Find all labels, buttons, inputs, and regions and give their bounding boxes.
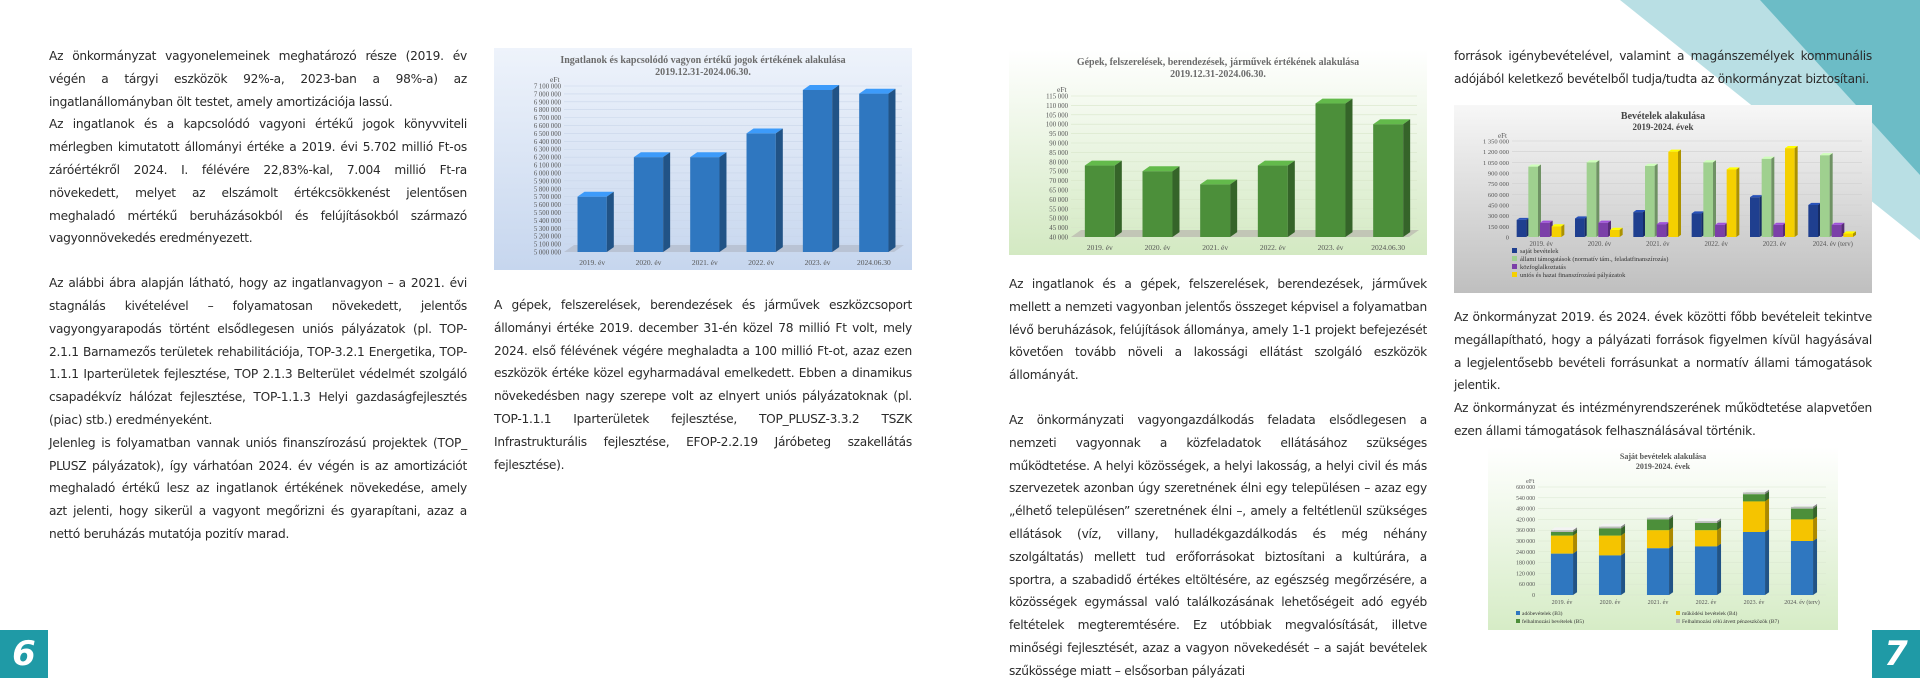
- paragraph: források igénybevételével, valamint a magánszemélyek kommunális adójából keletkező bevételből tudja/tudta az önkormányzat biztosítani.: [1454, 49, 1872, 86]
- y-tick-label: 60 000: [1049, 196, 1068, 204]
- legend-swatch: [1512, 264, 1517, 269]
- y-tick-label: 360 000: [1516, 528, 1535, 535]
- bar: [1633, 210, 1646, 237]
- y-tick-label: 6 400 000: [533, 138, 561, 146]
- y-tick-label: 540 000: [1516, 495, 1535, 502]
- legend-label: működési bevételek (B4): [1682, 611, 1738, 617]
- bar: [1695, 527, 1721, 546]
- y-tick-label: 480 000: [1516, 506, 1535, 513]
- y-tick-label: 60 000: [1519, 582, 1535, 589]
- bar: [1657, 222, 1670, 237]
- paragraph: Az ingatlanok és a kapcsolódó vagyoni értékű jogok könyvviteli mérlegben kimutatott állományi értéke a 2019. évi 5.702 millió Ft-os záróértékről 2024. I. félévére 22,83%-kal, 7.004 millió Ft-ra növekedett, melyet az elszámolt értékcsökkenést jelentősen meghaladó mértékű beruházásokból és felújításokból származó vagyonnövekedés eredményezett.: [49, 117, 467, 246]
- y-tick-label: 6 900 000: [533, 99, 561, 107]
- bar: [1791, 538, 1817, 595]
- text-column-1: [49, 45, 467, 546]
- y-tick-label: 6 600 000: [533, 123, 561, 131]
- paragraph: Az ingatlanok és a gépek, felszerelések, berendezések, járművek mellett a nemzeti vagyonban jelentős összeget képvisel a folyamatban lévő beruházások, felújítások állománya, amely 1-1 projekt befejezését követően tovább növeli a lakossági ellátást szolgáló eszközök állományát.: [1009, 277, 1427, 383]
- bar: [1085, 161, 1122, 237]
- y-axis-label: eFt: [1526, 478, 1535, 485]
- y-tick-label: 300 000: [1487, 213, 1509, 221]
- y-tick-label: 5 100 000: [533, 241, 561, 249]
- y-tick-label: 6 700 000: [533, 115, 561, 123]
- x-tick-label: 2019. év: [1529, 241, 1553, 248]
- x-tick-label: 2020. év: [1144, 243, 1171, 252]
- x-tick-label: 2020. év: [635, 258, 662, 267]
- bar: [1820, 153, 1833, 237]
- bar: [1743, 490, 1769, 495]
- y-tick-label: 180 000: [1516, 560, 1535, 567]
- x-tick-label: 2023. év: [804, 258, 831, 267]
- bar: [1575, 216, 1588, 237]
- y-tick-label: 150 000: [1487, 223, 1509, 231]
- y-tick-label: 45 000: [1049, 225, 1068, 233]
- y-tick-label: 6 800 000: [533, 107, 561, 115]
- chart-subtitle: 2019-2024. évek: [1635, 462, 1691, 471]
- bar: [1647, 527, 1673, 548]
- bar: [1316, 99, 1353, 237]
- bar: [1143, 166, 1180, 237]
- x-tick-label: 2021. év: [1202, 243, 1229, 252]
- bar: [1647, 515, 1673, 520]
- text-column-2: [494, 294, 912, 476]
- x-tick-label: 2020. év: [1599, 600, 1621, 606]
- chart-title: Bevételek alakulása: [1620, 111, 1706, 122]
- chart-title: Ingatlanok és kapcsolódó vagyon értékű jogok értékének alakulása: [560, 55, 846, 66]
- paragraph: Az önkormányzat 2019. és 2024. évek közötti főbb bevételeit tekintve megállapítható, hogy a pályázati források figyelmen kívül hagyásával a legjelentősebb bevételi forrásunkat a normatív állami támogatások jelentik.: [1454, 310, 1872, 393]
- x-tick-label: 2022. év: [1704, 241, 1728, 248]
- y-tick-label: 900 000: [1487, 170, 1509, 178]
- bar: [1599, 533, 1625, 556]
- bar: [1599, 524, 1625, 529]
- chart-own-revenues: [1488, 447, 1838, 630]
- bar: [1258, 161, 1295, 237]
- x-tick-label: 2024.06.30: [856, 258, 891, 267]
- y-tick-label: 100 000: [1045, 121, 1068, 129]
- bar: [1528, 165, 1541, 238]
- x-tick-label: 2024. év (terv): [1784, 600, 1820, 606]
- page-number-right: 7: [1872, 630, 1920, 678]
- chart-subtitle: 2019.12.31-2024.06.30.: [1170, 69, 1266, 80]
- bar: [578, 192, 614, 252]
- y-tick-label: 0: [1505, 234, 1509, 242]
- x-tick-label: 2020. év: [1587, 241, 1612, 248]
- y-tick-label: 0: [1532, 593, 1535, 599]
- legend-swatch: [1512, 272, 1517, 277]
- bar: [747, 129, 783, 252]
- paragraph: Az önkormányzati vagyongazdálkodás feladata elsődlegesen a nemzeti vagyonnak a közfeladatok ellátásához szükséges működtetése. A helyi közösségek, a helyi lakosság, a helyi civil és más szervezetek azonban úgy szeretnének élni egy településen – azaz egy „élhető településen” szeretnének élni –, amely a feltétlenül szükséges ellátások (víz, villany, hulladékgazdálkodás és még néhány szolgáltatás) mellett tud erőforrásokat biztosítani a kultúrára, a sportra, a szabadidő értékes eltöltésére, az egészség megőrzésére, a közösségek egymással való találkozásának lehetőségeit adó egyéb feltételek megteremtésére. Ez utóbbiak megvalósítását, illetve minőségi fejlesztését, azaz a vagyon növekedését – a saját bevételek szűkössége miatt – elsősorban pályázati: [1009, 412, 1427, 678]
- x-tick-label: 2022. év: [1695, 600, 1717, 606]
- chart-revenues: [1454, 105, 1872, 293]
- bar: [1551, 527, 1577, 532]
- x-tick-label: 2021. év: [1646, 241, 1670, 248]
- chart-machinery: [1009, 50, 1427, 255]
- bar: [1610, 228, 1623, 237]
- y-tick-label: 7 000 000: [533, 91, 561, 99]
- bar: [1373, 119, 1410, 237]
- x-tick-label: 2023. év: [1762, 241, 1787, 248]
- x-tick-label: 2019. év: [1551, 600, 1573, 606]
- legend-label: állami támogatások (normatív tám., feladatfinanszírozás): [1520, 256, 1669, 263]
- bar: [1598, 221, 1611, 237]
- x-tick-label: 2024. év (terv): [1812, 241, 1853, 248]
- y-tick-label: 5 900 000: [533, 178, 561, 186]
- y-tick-label: 5 600 000: [533, 202, 561, 210]
- bar: [1703, 160, 1716, 237]
- paragraph: Az önkormányzat és intézményrendszerének működtetése alapvetően ezen állami támogatások felhasználásával történik.: [1454, 401, 1872, 438]
- y-tick-label: 5 700 000: [533, 194, 561, 202]
- bar: [1517, 218, 1530, 237]
- text-column-3: [1009, 273, 1427, 683]
- x-tick-label: 2019. év: [579, 258, 606, 267]
- x-tick-label: 2023. év: [1743, 600, 1765, 606]
- bar: [690, 152, 726, 252]
- y-tick-label: 55 000: [1049, 206, 1068, 214]
- bar: [1715, 223, 1728, 237]
- legend-swatch: [1676, 611, 1680, 615]
- legend-swatch: [1516, 619, 1520, 623]
- y-tick-label: 70 000: [1049, 178, 1068, 186]
- x-tick-label: 2021. év: [691, 258, 718, 267]
- bar: [1540, 221, 1553, 237]
- bar: [1645, 164, 1658, 237]
- chart-subtitle: 2019.12.31-2024.06.30.: [655, 67, 751, 78]
- text-column-4-bottom: [1454, 306, 1872, 443]
- y-axis-label: eFt: [1498, 132, 1507, 140]
- x-tick-label: 2022. év: [1259, 243, 1286, 252]
- x-tick-label: 2021. év: [1647, 600, 1669, 606]
- bar: [1695, 518, 1721, 523]
- legend-label: Felhalmozási célú átvett pénzeszközök (B7): [1682, 619, 1780, 625]
- y-tick-label: 90 000: [1049, 140, 1068, 148]
- legend-swatch: [1512, 248, 1517, 253]
- x-tick-label: 2023. év: [1317, 243, 1344, 252]
- bar: [1551, 551, 1577, 595]
- x-tick-label: 2019. év: [1086, 243, 1113, 252]
- bar: [1599, 553, 1625, 595]
- y-tick-label: 5 200 000: [533, 233, 561, 241]
- bar: [634, 152, 670, 252]
- y-tick-label: 1 350 000: [1483, 138, 1509, 146]
- y-tick-label: 40 000: [1049, 234, 1068, 242]
- bar: [1785, 146, 1798, 237]
- legend-label: felhalmozási bevételek (B5): [1522, 619, 1585, 625]
- page-number-left: 6: [0, 630, 48, 678]
- chart-floor: [1071, 230, 1419, 237]
- y-tick-label: 115 000: [1046, 93, 1068, 101]
- y-tick-label: 600 000: [1516, 485, 1535, 491]
- bar: [1808, 203, 1821, 237]
- y-tick-label: 750 000: [1487, 181, 1509, 189]
- text-column-4-top: [1454, 45, 1872, 91]
- y-tick-label: 5 300 000: [533, 225, 561, 233]
- y-tick-label: 6 000 000: [533, 170, 561, 178]
- legend-label: saját bevételek: [1520, 248, 1559, 255]
- y-axis-label: eFt: [1057, 85, 1067, 94]
- chart-title: Saját bevételek alakulása: [1619, 452, 1707, 461]
- bar: [1762, 157, 1775, 237]
- y-tick-label: 80 000: [1049, 159, 1068, 167]
- bar: [1832, 223, 1845, 237]
- y-tick-label: 1 050 000: [1483, 159, 1509, 167]
- paragraph: A gépek, felszerelések, berendezések és járművek eszközcsoport állományi értéke 2019. december 31-én közel 78 millió Ft volt, mely 2024. első félévének végére meghaladta a 100 millió Ft-ot, azaz ezen eszközök értéke közel egyharmadával emelkedett. Ebben a dinamikus növekedésben nagy szerepe volt az elnyert uniós pályázatoknak (pl. TOP-1.1.1 Iparterületek fejlesztése, TOP_PLUSZ-3.3.2 TSZK Infrastrukturális fejlesztése, EFOP-2.2.19 Járóbeteg szakellátás fejlesztése).: [494, 298, 912, 472]
- y-tick-label: 5 800 000: [533, 186, 561, 194]
- bar: [1743, 499, 1769, 532]
- bar: [1791, 504, 1817, 509]
- bar: [1773, 223, 1786, 237]
- y-tick-label: 95 000: [1049, 131, 1068, 139]
- legend-label: közfoglalkoztatás: [1520, 264, 1566, 271]
- y-tick-label: 65 000: [1049, 187, 1068, 195]
- y-tick-label: 7 100 000: [533, 83, 561, 91]
- y-tick-label: 5 400 000: [533, 217, 561, 225]
- y-axis-label: eFt: [550, 75, 560, 84]
- legend-swatch: [1676, 619, 1680, 623]
- y-tick-label: 105 000: [1045, 112, 1068, 120]
- y-tick-label: 300 000: [1516, 539, 1535, 545]
- paragraph: Az önkormányzat vagyonelemeinek meghatározó része (2019. év végén a tárgyi eszközök 92%-a, 2023-ban a 98%-a) az ingatlanállományban ölt testet, amely amortizációja lassú.: [49, 49, 467, 109]
- y-tick-label: 6 500 000: [533, 130, 561, 138]
- chart-real-estate: [494, 48, 912, 270]
- x-tick-label: 2022. év: [748, 258, 775, 267]
- y-tick-label: 6 300 000: [533, 146, 561, 154]
- y-tick-label: 6 200 000: [533, 154, 561, 162]
- bar: [1552, 224, 1565, 237]
- legend-label: uniós és hazai finanszírozású pályázatok: [1520, 272, 1626, 279]
- chart-floor: [564, 245, 904, 252]
- legend-label: adóbevételek (B3): [1522, 611, 1563, 617]
- y-tick-label: 6 100 000: [533, 162, 561, 170]
- y-tick-label: 5 000 000: [533, 249, 561, 257]
- bar: [1668, 150, 1681, 237]
- chart-subtitle: 2019-2024. évek: [1632, 122, 1694, 132]
- bar: [1647, 545, 1673, 595]
- x-tick-label: 2024.06.30: [1371, 243, 1406, 252]
- y-tick-label: 1 200 000: [1483, 149, 1509, 157]
- bar: [1843, 231, 1856, 237]
- paragraph: Jelenleg is folyamatban vannak uniós finanszírozású projektek (TOP_ PLUSZ pályázatok), így várhatóan 2024. év végén is az amortizációt meghaladó értékű lesz az ingatlanok értékének növekedése, amely azt jelenti, hogy sikerül a vagyont megőrizni és gyarapítani, azaz a nettó beruházás mutatója pozitív marad.: [49, 435, 467, 541]
- chart-title: Gépek, felszerelések, berendezések, járművek értékének alakulása: [1076, 57, 1360, 68]
- bar: [1200, 179, 1237, 237]
- y-tick-label: 600 000: [1487, 191, 1509, 199]
- bar: [1743, 529, 1769, 595]
- bar: [1750, 195, 1763, 237]
- bar: [1791, 517, 1817, 541]
- bar: [859, 89, 895, 252]
- bar: [1727, 167, 1740, 237]
- y-tick-label: 50 000: [1049, 215, 1068, 223]
- bar: [1692, 211, 1705, 237]
- bar: [1551, 533, 1577, 554]
- y-tick-label: 5 500 000: [533, 209, 561, 217]
- bar: [1695, 544, 1721, 595]
- y-tick-label: 450 000: [1487, 202, 1509, 210]
- y-tick-label: 120 000: [1516, 571, 1535, 578]
- paragraph: Az alábbi ábra alapján látható, hogy az ingatlanvagyon – a 2021. évi stagnálás kivételével – folyamatosan növekedett, jelentős vagyongyarapodás történt elsődlegesen uniós pályázatok (pl. TOP-2.1.1 Barnamezős területek rehabilitációja, TOP-3.2.1 Energetika, TOP-1.1.1 Iparterületek fejlesztése, TOP 2.1.3 Belterület védelmét szolgáló csapadékvíz hálózat fejlesztése, TOP-1.1.3 Helyi gazdaságfejlesztés (piac) stb.) eredményeként.: [49, 276, 467, 427]
- y-tick-label: 110 000: [1046, 102, 1068, 110]
- legend-swatch: [1516, 611, 1520, 615]
- legend-swatch: [1512, 256, 1517, 261]
- y-tick-label: 75 000: [1049, 168, 1068, 176]
- y-tick-label: 420 000: [1516, 517, 1535, 524]
- bar: [1587, 160, 1600, 237]
- y-tick-label: 85 000: [1049, 149, 1068, 157]
- y-tick-label: 240 000: [1516, 549, 1535, 556]
- bar: [803, 85, 839, 252]
